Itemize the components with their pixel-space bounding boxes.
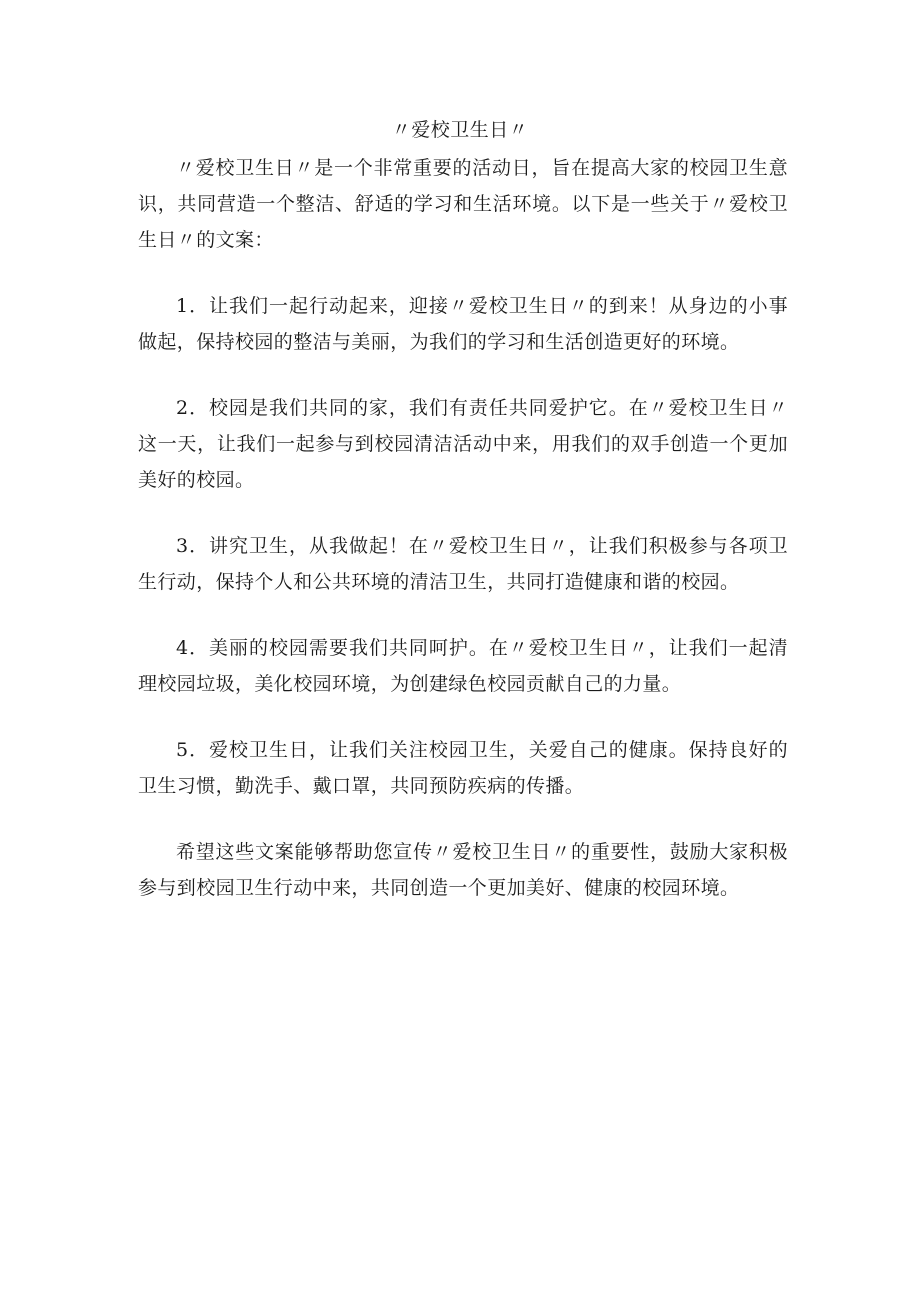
- list-item: 5．爱校卫生日，让我们关注校园卫生，关爱自己的健康。保持良好的卫生习惯，勤洗手、戴口罩，共同预防疾病的传播。: [138, 739, 788, 797]
- list-item: 2．校园是我们共同的家，我们有责任共同爱护它。在〃爱校卫生日〃这一天，让我们一起参与到校园清洁活动中来，用我们的双手创造一个更加美好的校园。: [138, 397, 788, 491]
- intro-paragraph: 〃爱校卫生日〃是一个非常重要的活动日，旨在提高大家的校园卫生意识，共同营造一个整洁、舒适的学习和生活环境。以下是一些关于〃爱校卫生日〃的文案：: [138, 157, 788, 251]
- list-item: 1．让我们一起行动起来，迎接〃爱校卫生日〃的到来！从身边的小事做起，保持校园的整洁与美丽，为我们的学习和生活创造更好的环境。: [138, 295, 788, 353]
- closing-paragraph: 希望这些文案能够帮助您宣传〃爱校卫生日〃的重要性，鼓励大家积极参与到校园卫生行动中来，共同创造一个更加美好、健康的校园环境。: [138, 841, 788, 899]
- document-body: [138, 150, 788, 906]
- list-item: 3．讲究卫生，从我做起！在〃爱校卫生日〃，让我们积极参与各项卫生行动，保持个人和公共环境的清洁卫生，共同打造健康和谐的校园。: [138, 535, 788, 593]
- document-title: 〃爱校卫生日〃: [391, 119, 529, 141]
- list-item: 4．美丽的校园需要我们共同呵护。在〃爱校卫生日〃，让我们一起清理校园垃圾，美化校园环境，为创建绿色校园贡献自己的力量。: [138, 637, 788, 695]
